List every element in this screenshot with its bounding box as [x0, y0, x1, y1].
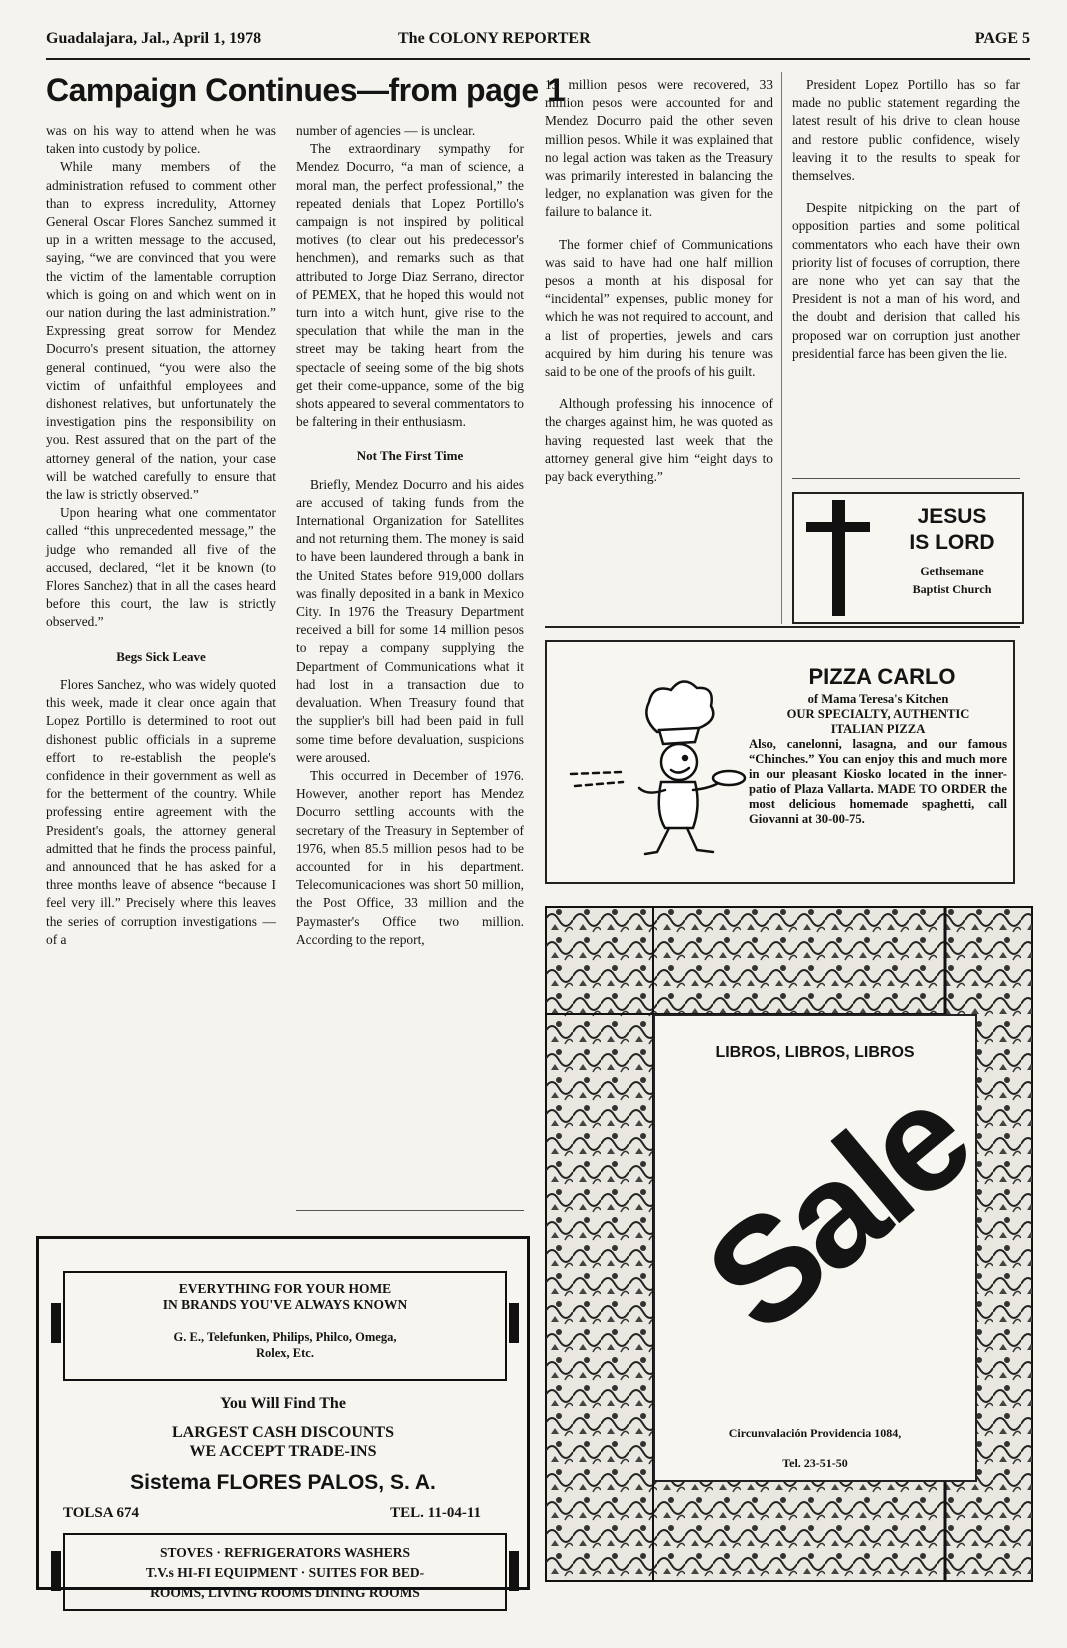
church-name: Gethsemane Baptist Church: [912, 564, 992, 596]
article-column-3: [545, 76, 773, 486]
article-column-2: [296, 122, 524, 949]
subheading: Not The First Time: [356, 448, 464, 464]
sale-phone: Tel. 23-51-50: [782, 1456, 848, 1470]
paper-name: The COLONY REPORTER: [398, 30, 591, 47]
company-phone: TEL. 11-04-11: [390, 1505, 481, 1521]
ad-title: PIZZA CARLO: [808, 664, 956, 689]
sale-panel: [653, 1014, 998, 1482]
cross-icon: [832, 500, 845, 616]
paragraph: Flores Sanchez, who was widely quoted this week, made it clear once again that Lopez Portillo is determined to root out dishonest public officials in a supreme effort to re-establish the people's confidence in their government as well as for the betterment of the country. While professing entire agreement with the President's goals, the attorney general admitted that he finds the process painful, and announced that he has asked for a three months leave of absence “because I feel very ill.” Precisely where this leaves the series of corruption investigations — of a: [46, 676, 276, 947]
article-column-1: [46, 122, 276, 949]
paragraph: This occurred in December of 1976. However, another report has Mendez Docurro settling accounts with the secretary of the Treasury in September of 1976, when 85.5 million pesos had to be accounted for in his department. Telecomunicaciones was short 50 million, the Post Office, 33 million and the Paymaster's Office two million. According to the report,: [296, 767, 524, 947]
jesus-is-lord-ad: [792, 492, 1024, 624]
flores-palos-ad: [36, 1236, 530, 1600]
paragraph: The former chief of Communications was said to have had one half million pesos a month at his disposal for “incidental” expenses, public money for which he was not required to account, and a list of properties, jewels and cars acquired by him during his tenure was said to be one of the proofs of his guilt.: [545, 236, 773, 380]
column-rule: [792, 478, 1020, 479]
paragraph: Despite nitpicking on the part of opposition parties and some political commentators who each have their own priority list of focuses of corruption, there are none who yet can say that the President is not a man of his word, and the doubt and derision that called his proposed war on corruption just another presidential farce has been given the lie.: [792, 200, 1020, 361]
paragraph: Upon hearing what one commentator called “this unprecedented message,” the judge who remanded all five of the accused, declared, “let it be known (to Flores Sanchez) that in all the cases heard before this court, the law is strictly observed.”: [46, 505, 276, 630]
paragraph: was on his way to attend when he was taken into custody by police.: [46, 123, 276, 157]
company-name: Sistema FLORES PALOS, S. A.: [130, 1471, 436, 1494]
paragraph: President Lopez Portillo has so far made no public statement regarding the latest result of his drive to clean house and restore public confidence, wisely leaving it to the results to speak for themselves.: [792, 77, 1020, 184]
section-rule: [545, 626, 1020, 628]
article-headline: Campaign Continues—from page 1: [46, 72, 565, 108]
discount-lines: LARGEST CASH DISCOUNTS WE ACCEPT TRADE-INS: [172, 1424, 394, 1460]
company-address: TOLSA 674: [63, 1505, 140, 1521]
column-rule: [296, 1210, 524, 1211]
sale-word: Sale: [676, 1056, 998, 1363]
chef-illustration-icon: [561, 662, 747, 862]
ad-body: of Mama Teresa's Kitchen OUR SPECIALTY, AUTHENTIC ITALIAN PIZZA Also, canelonni, lasagna, and our famous “Chinches.” You can enjoy this and much more in our pleasant Kiosko located in the inner-patio of Plaza Vallarta. MADE TO ORDER the most delicious homemade spaghetti, call Giovanni at 30-00-75.: [749, 692, 1007, 826]
paragraph: While many members of the administration refused to comment other than to express incredulity, Attorney General Oscar Flores Sanchez summed it up in a written message to the accused, saying, “we are convinced that you were the victim of the lamentable corruption which is going on and which went on in our nation during the last administration.” Expressing great sorrow for Mendez Docurro's present situation, the attorney general continued, “you were also the victim of unfaithful employees and dishonest relatives, but unfortunately the investigation pins the responsibility on you. Rest assured that on the part of the attorney general of the nation, your case will be watched carefully to ensure that the law is strictly observed.”: [46, 159, 276, 503]
dateline: Guadalajara, Jal., April 1, 1978: [46, 30, 262, 47]
sale-address: Circunvalación Providencia 1084,: [728, 1426, 902, 1440]
column-divider: [781, 72, 782, 624]
products-box: STOVES · REFRIGERATORS WASHERS T.V.s HI-FI EQUIPMENT · SUITES FOR BED- ROOMS, LIVING ROOMS DINING ROOMS: [63, 1533, 507, 1611]
paragraph: number of agencies — is unclear.: [296, 123, 476, 138]
ad-headline: JESUS IS LORD: [909, 505, 995, 554]
libros-sale-ad: [545, 906, 1033, 1582]
page-header: [46, 18, 1030, 60]
brands-box: EVERYTHING FOR YOUR HOME IN BRANDS YOU'VE ALWAYS KNOWN G. E., Telefunken, Philips, Philco, Omega, Rolex, Etc.: [63, 1271, 507, 1381]
subheading: Begs Sick Leave: [116, 648, 206, 664]
libros-heading: LIBROS, LIBROS, LIBROS: [715, 1044, 915, 1061]
page-number: PAGE 5: [974, 30, 1030, 47]
paragraph: Briefly, Mendez Docurro and his aides are accused of taking funds from the International Organization for Satellites and not returning them. The money is said to have been laundered through a bank in the United States before 919,000 dollars was finally deposited in a bank in Mexico City. In 1976 the Treasury Department received a bill for some 14 million pesos to repay a company supplying the Department of Communications what it had lost in a transaction due to devaluation. When Treasury found that the supplier's bill had been paid in full some time before devaluation, suspicions were aroused.: [296, 476, 524, 765]
find-line: You Will Find The: [220, 1395, 346, 1412]
paragraph: Although professing his innocence of the charges against him, he was quoted as having requested last week that the attorney general give him “eight days to pay back everything.”: [545, 396, 773, 485]
paragraph: The extraordinary sympathy for Mendez Docurro, “a man of science, a moral man, the perfect professional,” the repeated denials that Lopez Portillo's campaign is not inspired by political motives (to clear out his predecessor's henchmen), and remarks such as that attributed to Jorge Diaz Serrano, director of PEMEX, that he hoped this would not turn into a witch hunt, give rise to the speculation that while the man in the street may be taking heart from the spectacle of seeing some of the big shots get their come-uppance, some of the big shots appeared to several commentators to be faltering in their enthusiasm.: [296, 141, 524, 430]
paragraph: 13 million pesos were recovered, 33 million pesos were accounted for and Mendez Docurro paid the other seven million pesos. While it was explained that no legal action was taken as the Treasury was primarily interested in balancing the ledger, no explanation was given for the failure to balance it.: [545, 77, 773, 220]
article-column-4: [792, 76, 1020, 363]
pizza-carlo-ad: [545, 640, 1015, 884]
